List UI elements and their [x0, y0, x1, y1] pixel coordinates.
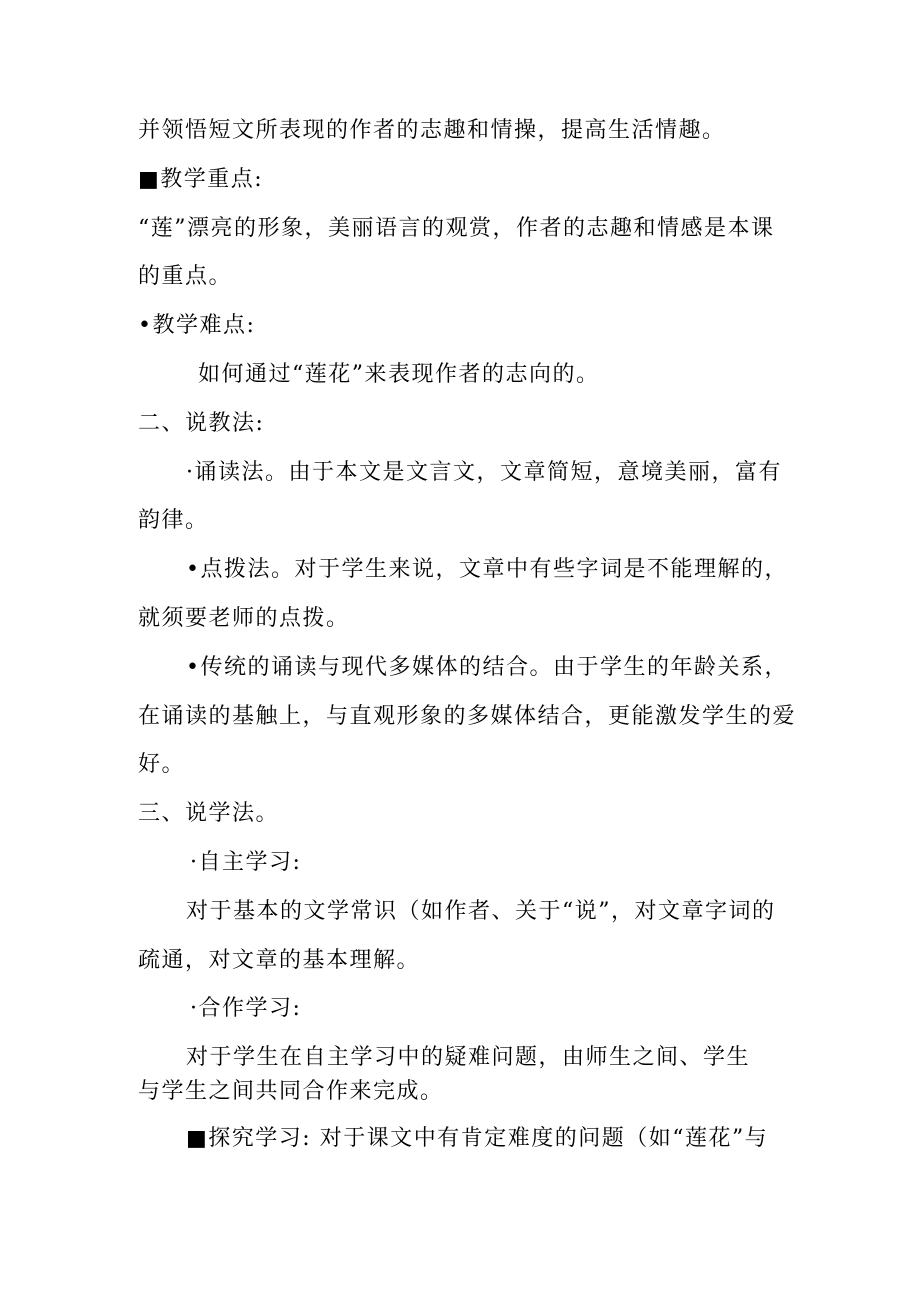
text-line: 与学生之间共同合作来完成。 [138, 1079, 444, 1104]
text-line: 的重点。 [138, 264, 233, 289]
text-line: 韵律。 [138, 508, 209, 533]
section-heading: 三、说学法。 [138, 801, 280, 826]
list-item: •传统的诵读与现代多媒体的结合。由于学生的年龄关系， [186, 655, 788, 680]
section-heading: ■教学重点: [138, 167, 264, 192]
text-line: “莲”漂亮的形象，美丽语言的观赏，作者的志趣和情感是本课 [138, 216, 775, 241]
text-line: 如何通过“莲花”来表现作者的志向的。 [198, 362, 600, 387]
section-heading: 二、说教法: [138, 411, 265, 436]
text-line: 好。 [138, 752, 186, 777]
subsection-heading: ·合作学习: [190, 996, 302, 1021]
list-item: •点拨法。对于学生来说，文章中有些字词是不能理解的， [186, 557, 788, 582]
text-line: 疏通，对文章的基本理解。 [138, 948, 421, 973]
text-line: 就须要老师的点拨。 [138, 606, 350, 631]
list-item: ·诵读法。由于本文是文言文，文章简短，意境美丽，富有 [186, 460, 782, 485]
text-line: 在诵读的基触上，与直观形象的多媒体结合，更能激发学生的爱 [138, 704, 797, 729]
text-line: 并领悟短文所表现的作者的志趣和情操，提高生活情趣。 [138, 118, 726, 143]
text-line: ■探究学习: 对于课文中有肯定难度的问题（如“莲花”与 [186, 1126, 769, 1151]
section-heading: •教学难点: [138, 313, 256, 338]
subsection-heading: ·自主学习: [190, 850, 302, 875]
text-line: 对于学生在自主学习中的疑难问题，由师生之间、学生 [186, 1045, 751, 1070]
text-line: 对于基本的文学常识（如作者、关于“说”，对文章字词的 [186, 899, 776, 924]
